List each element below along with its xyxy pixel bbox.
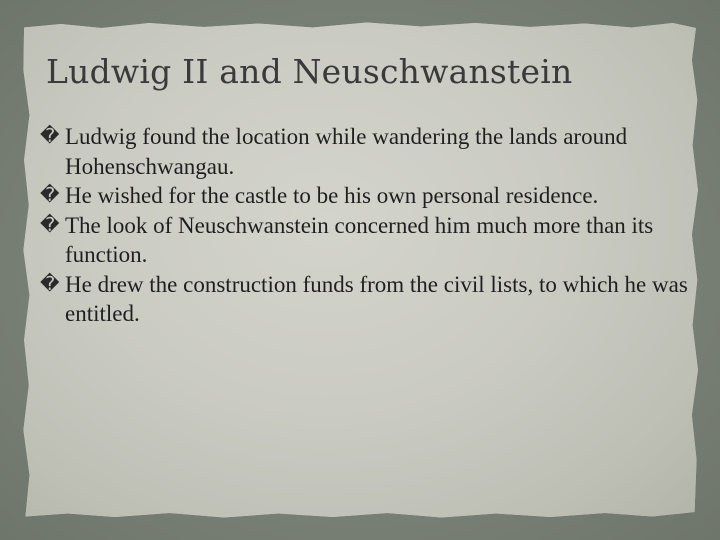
bullet-item bbox=[40, 181, 690, 211]
bullet-marker-icon: � bbox=[40, 213, 60, 236]
bullet-marker-icon: � bbox=[40, 125, 60, 147]
bullet-text: He wished for the castle to be his own personal residence. bbox=[65, 183, 599, 208]
bullet-item bbox=[40, 270, 690, 329]
bullet-item bbox=[40, 211, 690, 270]
bullet-marker-icon: � bbox=[40, 272, 60, 295]
slide-title: Ludwig II and Neuschwanstein bbox=[46, 52, 573, 91]
bullet-text: He drew the construction funds from the civil lists, to which he was entitled. bbox=[65, 271, 688, 326]
bullet-text: Ludwig found the location while wandering the lands around Hohenschwangau. bbox=[65, 124, 628, 179]
bullet-list bbox=[40, 122, 690, 329]
bullet-marker-icon: � bbox=[40, 184, 60, 206]
bullet-item bbox=[40, 122, 690, 181]
bullet-text: The look of Neuschwanstein concerned him much more than its function. bbox=[65, 212, 654, 267]
